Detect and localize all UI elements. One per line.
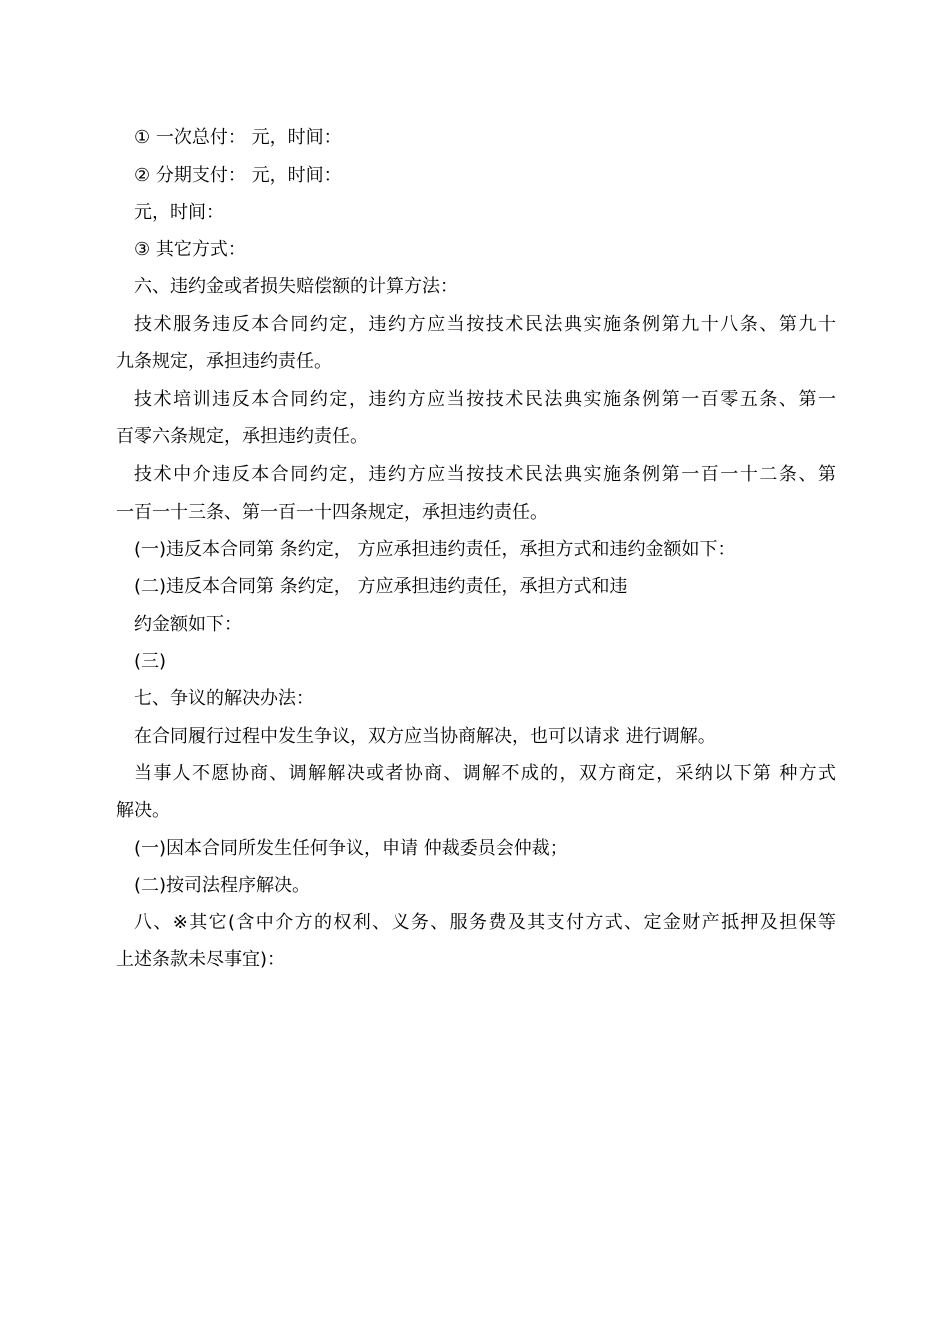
text-line: 百零六条规定，承担违约责任。 [116,426,368,447]
section-heading: 七、争议的解决办法： [134,688,314,709]
text-line: 技术服务违反本合同约定，违约方应当按技术民法典实施条例第九十八条、第九十 [134,314,836,335]
text-line: 约金额如下： [134,614,242,635]
text-line: 上述条款未尽事宜)： [116,949,286,970]
text-line: (三) [134,651,167,672]
text-line: 在合同履行过程中发生争议，双方应当协商解决，也可以请求 进行调解。 [134,726,716,747]
text-line: 解决。 [116,800,170,821]
text-line: 技术培训违反本合同约定，违约方应当按技术民法典实施条例第一百零五条、第一 [134,389,836,410]
text-line: 一百一十三条、第一百一十四条规定，承担违约责任。 [116,502,548,523]
text-line: 九条规定，承担违约责任。 [116,351,332,372]
text-line: 技术中介违反本合同约定，违约方应当按技术民法典实施条例第一百一十二条、第 [134,464,836,485]
text-line: (二)违反本合同第 条约定， 方应承担违约责任，承担方式和违 [134,576,628,597]
text-line: (一)违反本合同第 条约定， 方应承担违约责任，承担方式和违约金额如下： [134,539,736,560]
text-line: (二)按司法程序解决。 [134,875,311,896]
text-line: 元，时间： [134,202,224,223]
text-line: ② 分期支付： 元，时间： [134,165,342,186]
section-heading: 八、※其它(含中介方的权利、义务、服务费及其支付方式、定金财产抵押及担保等 [134,912,836,933]
text-line: ① 一次总付： 元，时间： [134,127,342,148]
section-heading: 六、违约金或者损失赔偿额的计算方法： [134,276,458,297]
text-line: 当事人不愿协商、调解解决或者协商、调解不成的，双方商定，采纳以下第 种方式 [134,763,836,784]
text-line: ③ 其它方式： [134,239,246,260]
text-line: (一)因本合同所发生任何争议，申请 仲裁委员会仲裁； [134,838,568,859]
